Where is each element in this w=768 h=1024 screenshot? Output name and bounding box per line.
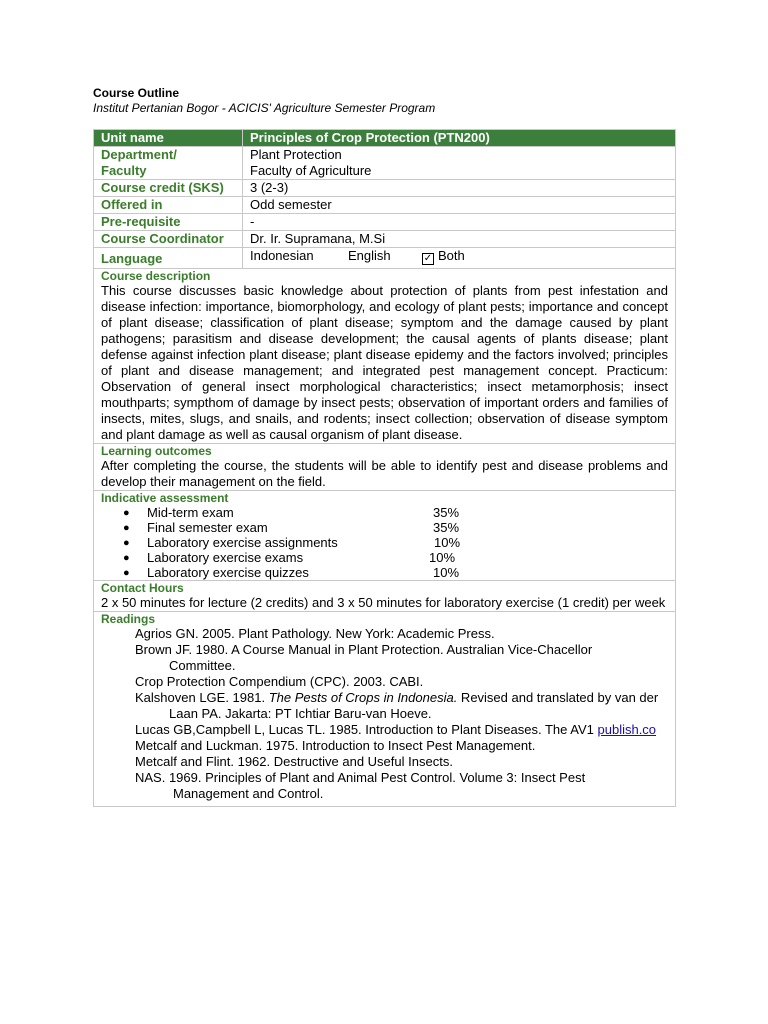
reading-text: NAS. 1969. Principles of Plant and Animal Pest Control. Volume 3: Insect Pest	[135, 770, 586, 785]
reading-text: Brown JF. 1980. A Course Manual in Plant Protection. Australian Vice-Chacellor	[135, 642, 593, 657]
readings-heading: Readings	[101, 612, 156, 626]
department-row	[94, 147, 676, 180]
assessment-item-name: Mid-term exam	[147, 505, 234, 520]
description-row	[94, 269, 676, 444]
reading-item: Metcalf and Luckman. 1975. Introduction to Insect Pest Management.	[135, 738, 536, 753]
assessment-cell	[94, 491, 676, 581]
language-row	[94, 248, 676, 269]
department-label	[94, 147, 243, 180]
course-outline-title: Course Outline	[93, 86, 180, 100]
prerequisite-value: -	[243, 214, 676, 231]
reading-continuation: Laan PA. Jakarta: PT Ichtiar Baru-van Hoeve.	[169, 706, 432, 721]
department-value-line2: Faculty of Agriculture	[250, 163, 372, 178]
contact-cell	[94, 581, 676, 612]
bullet-icon: ●	[123, 567, 130, 579]
assessment-item	[123, 565, 668, 580]
bullet-icon: ●	[123, 507, 130, 519]
assessment-item	[123, 550, 668, 565]
readings-list	[101, 626, 668, 802]
assessment-item-name: Laboratory exercise quizzes	[147, 565, 309, 580]
language-option-indonesian: Indonesian	[250, 248, 314, 263]
institution-subtitle: Institut Pertanian Bogor - ACICIS' Agriculture Semester Program	[93, 101, 436, 115]
assessment-item	[123, 520, 668, 535]
coordinator-value: Dr. Ir. Supramana, M.Si	[243, 231, 676, 248]
description-text: This course discusses basic knowledge about protection of plants from pest infestation and disease infection: importance, biomorphology, and ecology of plant pests; importance and concept of plant disease; classification of plant disease; symptom and the damage caused by plant pathogens; parasitism and disease development; the causal agents of plants disease; plant defense against infection plant disease; plant disease epidemy and the factors involved; principles of plant and disease management; and integrated pest management concept. Practicum: Observation of general insect morphological characteristics; insect metamorphosis; insect mouthparts; sympthom of damage by insect pests; observation of important orders and families of insects, mites, slugs, and snails, and rodents; insect collection; observation of disease symptom and plant damage as well as causal organism of plant disease.	[101, 283, 668, 442]
assessment-item-percent: 10%	[433, 565, 460, 580]
reading-item: Crop Protection Compendium (CPC). 2003. CABI.	[135, 674, 424, 689]
reading-continuation: Committee.	[169, 658, 236, 673]
department-value-line1: Plant Protection	[250, 147, 342, 162]
outcomes-row	[94, 444, 676, 491]
credit-value: 3 (2-3)	[243, 180, 676, 197]
reading-item: Agrios GN. 2005. Plant Pathology. New York: Academic Press.	[135, 626, 495, 641]
outcomes-cell	[94, 444, 676, 491]
publish-link[interactable]: publish.co	[597, 722, 657, 737]
reading-text: Revised and translated by van der	[457, 690, 659, 705]
checkbox-checked-icon: ✓	[423, 253, 433, 264]
assessment-item-percent: 35%	[433, 505, 460, 520]
department-label-line1: Department/	[101, 147, 177, 162]
prerequisite-row	[94, 214, 676, 231]
reading-item: Metcalf and Flint. 1962. Destructive and Useful Insects.	[135, 754, 453, 769]
bullet-icon: ●	[123, 552, 130, 564]
department-value	[243, 147, 676, 180]
reading-item	[135, 642, 668, 674]
reading-item	[135, 722, 668, 738]
credit-label: Course credit (SKS)	[94, 180, 243, 197]
course-outline-table	[93, 129, 676, 807]
reading-item	[135, 690, 668, 722]
department-label-line2: Faculty	[101, 163, 147, 178]
assessment-list	[101, 505, 668, 580]
assessment-item-percent: 10%	[429, 550, 456, 565]
reading-continuation: Management and Control.	[173, 786, 324, 801]
assessment-item-percent: 10%	[434, 535, 461, 550]
credit-row	[94, 180, 676, 197]
assessment-item	[123, 505, 668, 520]
coordinator-row	[94, 231, 676, 248]
language-option-both: Both	[438, 248, 465, 263]
assessment-item-name: Laboratory exercise assignments	[147, 535, 338, 550]
assessment-item-percent: 35%	[433, 520, 460, 535]
assessment-item-name: Laboratory exercise exams	[147, 550, 304, 565]
outcomes-heading: Learning outcomes	[101, 444, 212, 458]
reading-text: Kalshoven LGE. 1981.	[135, 690, 269, 705]
description-cell	[94, 269, 676, 444]
language-options	[243, 248, 676, 269]
outcomes-text: After completing the course, the students will be able to identify pest and disease problems and develop their management on the field.	[101, 458, 668, 489]
assessment-row	[94, 491, 676, 581]
reading-item	[135, 770, 668, 802]
reading-text: Lucas GB,Campbell L, Lucas TL. 1985. Introduction to Plant Diseases. The AV1	[135, 722, 598, 737]
unit-name-row	[94, 130, 676, 147]
readings-row	[94, 612, 676, 807]
contact-text: 2 x 50 minutes for lecture (2 credits) and 3 x 50 minutes for laboratory exercise (1 credit) per week	[101, 595, 666, 610]
language-option-english: English	[348, 248, 391, 263]
language-label: Language	[94, 248, 243, 269]
contact-heading: Contact Hours	[101, 581, 184, 595]
prerequisite-label: Pre-requisite	[94, 214, 243, 231]
unit-name-value: Principles of Crop Protection (PTN200)	[243, 130, 676, 147]
description-heading: Course description	[101, 269, 211, 283]
unit-name-label: Unit name	[94, 130, 243, 147]
reading-title-italic: The Pests of Crops in Indonesia.	[268, 690, 458, 705]
assessment-heading: Indicative assessment	[101, 491, 229, 505]
readings-cell	[94, 612, 676, 807]
assessment-item	[123, 535, 668, 550]
bullet-icon: ●	[123, 522, 130, 534]
offered-value: Odd semester	[243, 197, 676, 214]
assessment-item-name: Final semester exam	[147, 520, 268, 535]
offered-row	[94, 197, 676, 214]
bullet-icon: ●	[123, 537, 130, 549]
contact-row	[94, 581, 676, 612]
offered-label: Offered in	[94, 197, 243, 214]
coordinator-label: Course Coordinator	[94, 231, 243, 248]
